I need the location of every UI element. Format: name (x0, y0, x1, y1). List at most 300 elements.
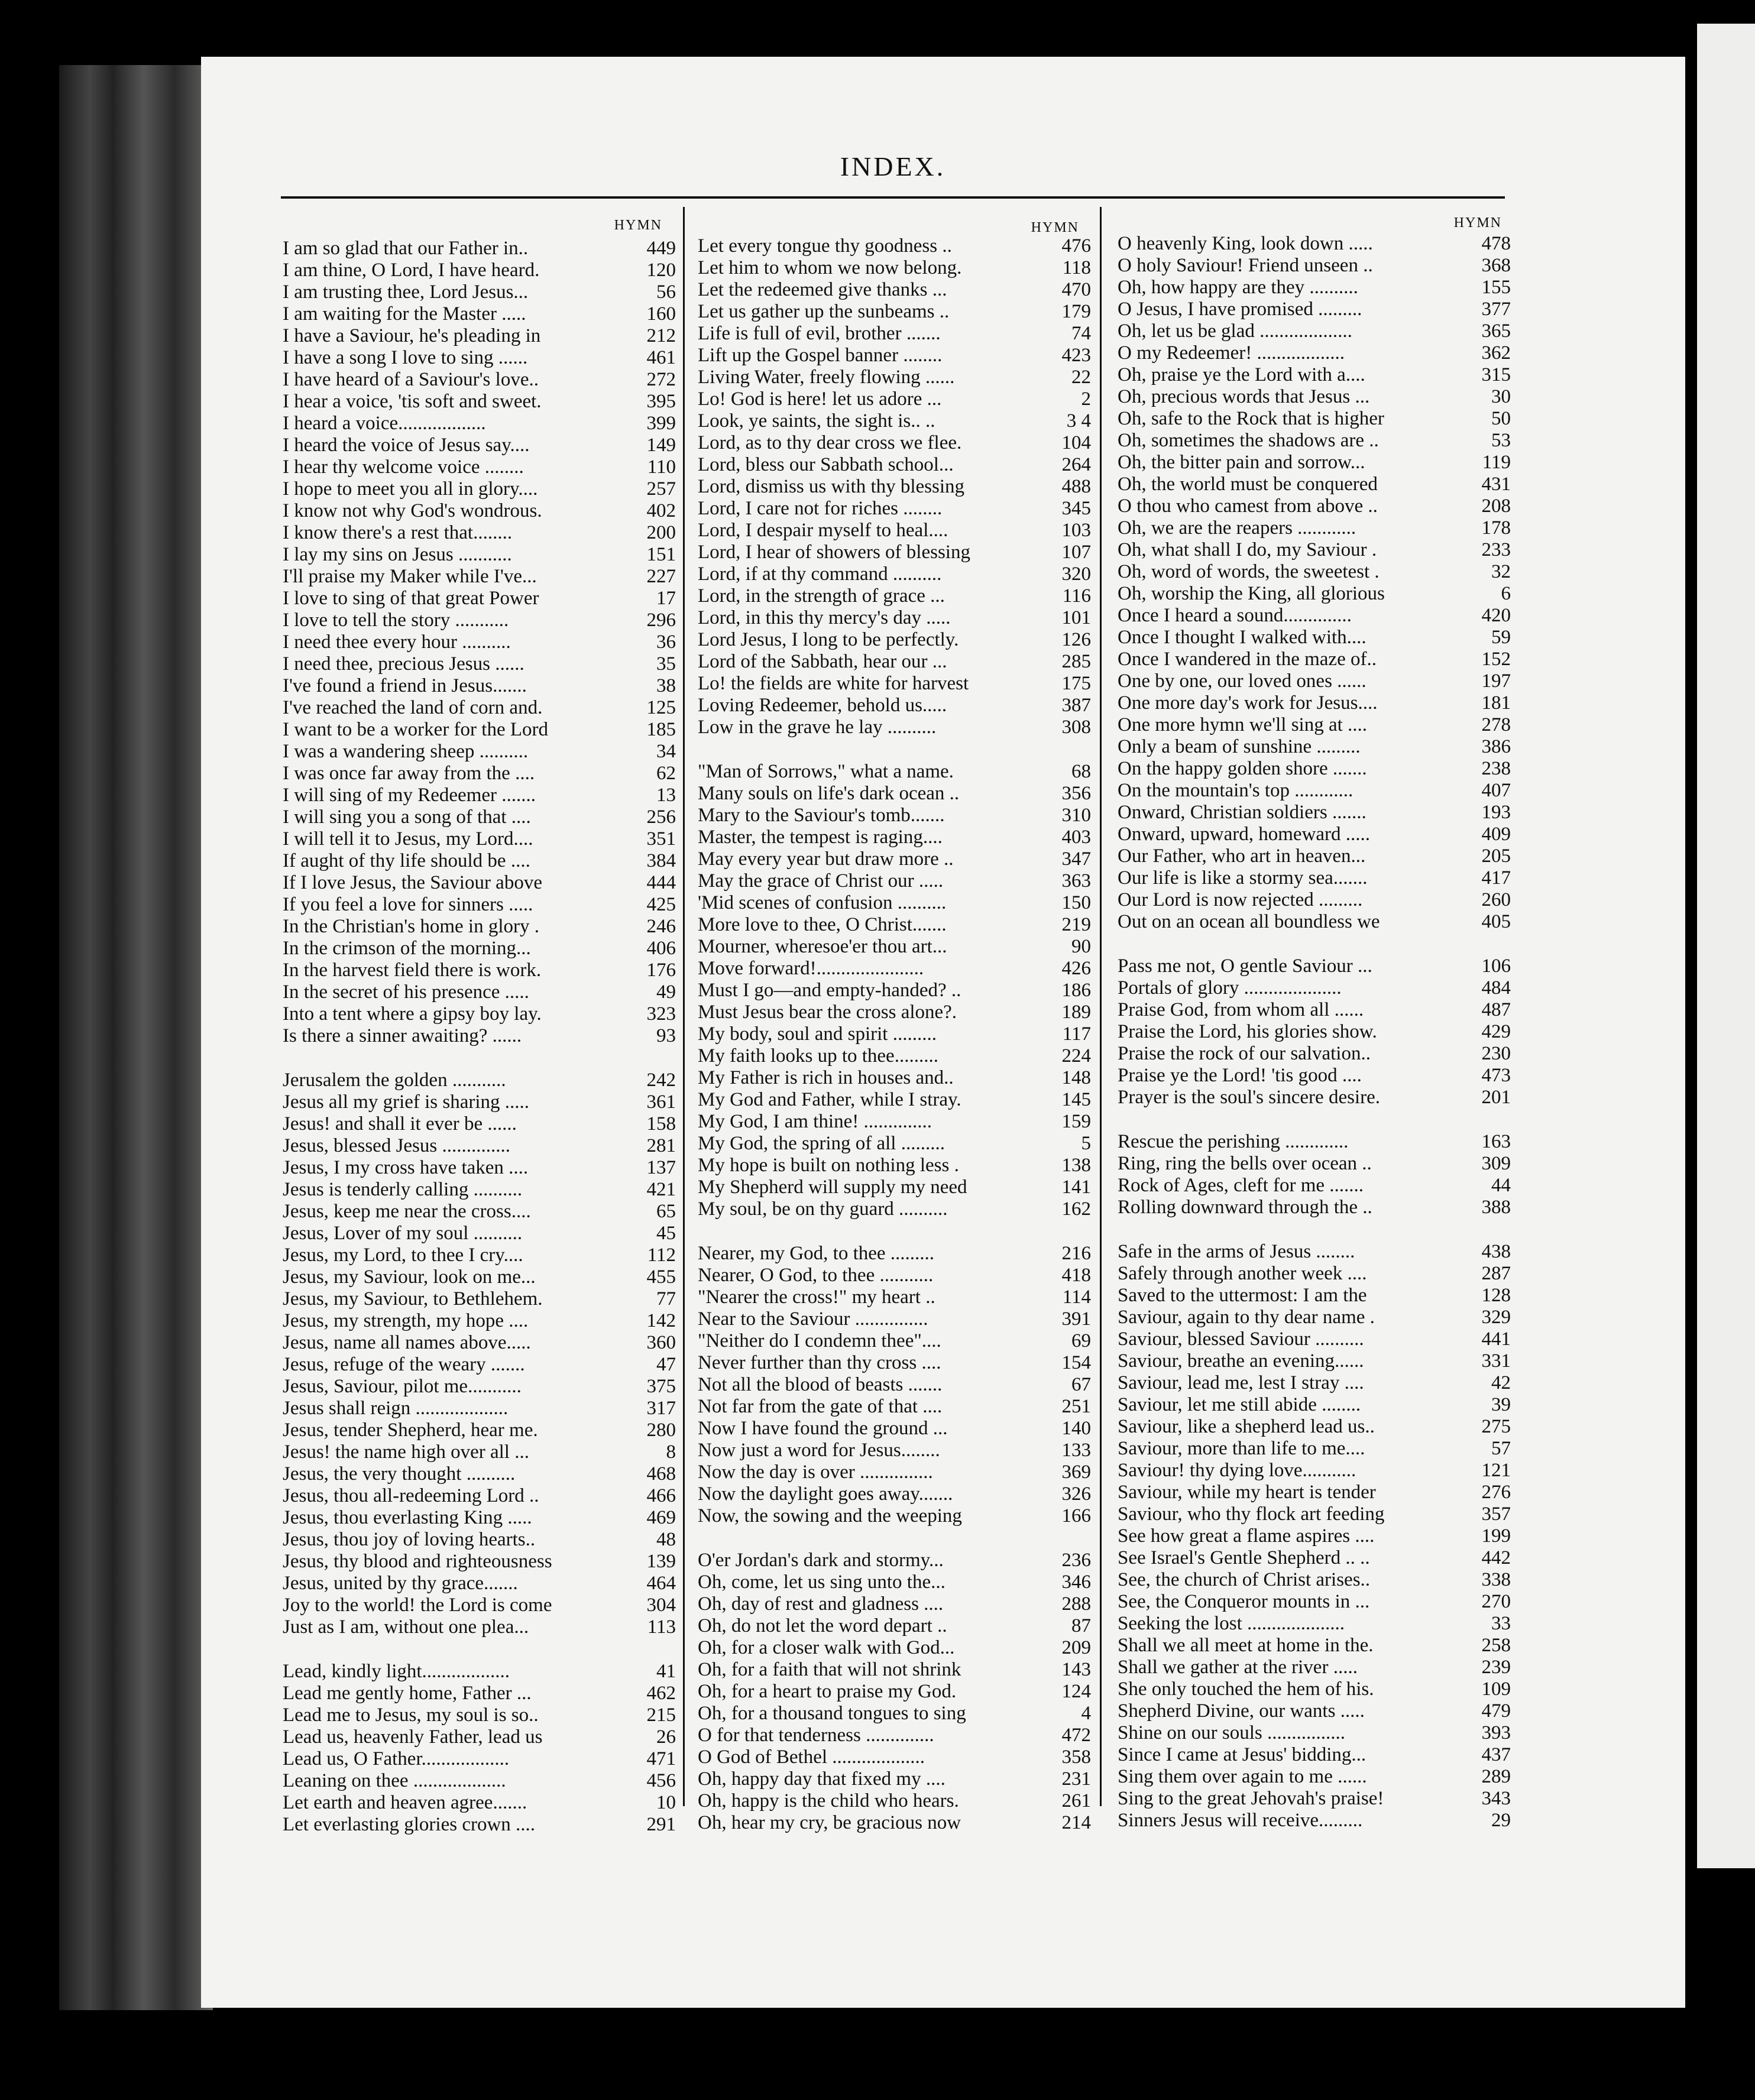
hymn-first-line: Praise the rock of our salvation.. (1118, 1043, 1371, 1064)
hymn-first-line: I hope to meet you all in glory.... (283, 478, 538, 500)
hymn-first-line: Let earth and heaven agree....... (283, 1792, 527, 1813)
hymn-first-line: My God and Father, while I stray. (698, 1089, 961, 1110)
hymn-first-line: I am waiting for the Master ..... (283, 303, 526, 325)
index-entry (698, 1089, 1091, 1111)
hymn-number: 369 (1061, 1461, 1091, 1483)
index-entry (698, 257, 1091, 279)
hymn-first-line: Lo! the fields are white for harvest (698, 673, 969, 694)
hymn-number: 478 (1481, 233, 1511, 254)
hymn-first-line: Oh, safe to the Rock that is higher (1118, 408, 1384, 429)
index-entry (698, 1637, 1091, 1659)
index-entry (698, 498, 1091, 520)
hymn-first-line: Near to the Saviour ............... (698, 1308, 928, 1330)
index-entry (283, 260, 676, 281)
hymn-first-line: O for that tenderness .............. (698, 1725, 934, 1746)
hymn-number: 162 (1061, 1198, 1091, 1220)
column-divider-2 (1100, 207, 1102, 1806)
index-entry (1118, 539, 1511, 561)
hymn-first-line: Saviour, while my heart is tender (1118, 1482, 1376, 1503)
hymn-number: 280 (646, 1420, 676, 1441)
index-entry (283, 610, 676, 631)
hymn-first-line: Jesus shall reign ................... (283, 1398, 509, 1419)
hymn-first-line: Low in the grave he lay .......... (698, 717, 937, 738)
index-entry (1118, 780, 1511, 802)
hymn-number: 272 (646, 369, 676, 390)
index-entry (698, 717, 1091, 738)
index-entry (1118, 474, 1511, 495)
hymn-first-line: Jesus, united by thy grace....... (283, 1573, 518, 1594)
hymn-first-line: Sinners Jesus will receive......... (1118, 1810, 1363, 1831)
hymn-first-line: Let him to whom we now belong. (698, 257, 962, 278)
hymn-first-line: Oh, how happy are they .......... (1118, 277, 1358, 298)
hymn-number: 405 (1481, 911, 1511, 932)
hymn-number: 466 (646, 1485, 676, 1506)
index-entry (698, 783, 1091, 805)
hymn-number: 420 (1481, 605, 1511, 626)
hymn-first-line: I need thee every hour .......... (283, 631, 511, 653)
hymn-first-line: See Israel's Gentle Shepherd .. .. (1118, 1547, 1370, 1568)
hymn-number: 461 (646, 347, 676, 368)
hymn-first-line: O thou who camest from above .. (1118, 495, 1378, 517)
index-entry (283, 719, 676, 741)
index-entry (1118, 320, 1511, 342)
hymn-first-line: Saved to the uttermost: I am the (1118, 1285, 1367, 1306)
index-entry (698, 520, 1091, 542)
index-entry (283, 1354, 676, 1376)
index-entry (283, 1003, 676, 1025)
hymn-number: 199 (1481, 1525, 1511, 1547)
index-entry (1118, 911, 1511, 933)
index-entry (1118, 1241, 1511, 1263)
hymn-first-line: I lay my sins on Jesus ........... (283, 544, 512, 565)
hymn-first-line: Our Father, who art in heaven... (1118, 845, 1366, 867)
hymn-number: 49 (656, 981, 676, 1003)
hymn-number: 120 (646, 260, 676, 281)
hymn-number: 479 (1481, 1700, 1511, 1722)
hymn-number: 10 (656, 1792, 676, 1813)
index-entry (1118, 1635, 1511, 1657)
index-entry (1118, 1438, 1511, 1460)
index-entry (283, 1792, 676, 1814)
hymn-first-line: Lead, kindly light.................. (283, 1661, 510, 1682)
hymn-first-line: Oh, day of rest and gladness .... (698, 1593, 944, 1615)
hymn-number: 57 (1491, 1438, 1511, 1459)
index-entry (1118, 758, 1511, 780)
index-entry (283, 1223, 676, 1245)
hymn-number: 117 (1062, 1023, 1091, 1045)
hymn-number: 315 (1481, 364, 1511, 385)
index-entry (283, 850, 676, 872)
hymn-number: 121 (1481, 1460, 1511, 1481)
hymn-first-line: Jesus, Lover of my soul .......... (283, 1223, 523, 1244)
index-entry (283, 1814, 676, 1836)
hymn-number: 331 (1481, 1350, 1511, 1372)
hymn-number: 189 (1061, 1002, 1091, 1023)
hymn-first-line: I will tell it to Jesus, my Lord.... (283, 828, 533, 850)
hymn-first-line: Oh, precious words that Jesus ... (1118, 386, 1370, 407)
hymn-first-line: Many souls on life's dark ocean .. (698, 783, 960, 804)
hymn-number: 67 (1071, 1374, 1091, 1395)
index-entry (698, 980, 1091, 1002)
hymn-number: 56 (656, 281, 676, 303)
index-entry (698, 1177, 1091, 1198)
index-entry (283, 1748, 676, 1770)
index-column-3 (1118, 233, 1511, 1832)
index-entry (283, 1266, 676, 1288)
index-entry (283, 1420, 676, 1441)
index-entry (1118, 736, 1511, 758)
hymn-number: 68 (1071, 761, 1091, 782)
hymn-number: 110 (647, 456, 676, 478)
book-page-edges (59, 65, 213, 2010)
hymn-number: 308 (1061, 717, 1091, 738)
index-entry (698, 432, 1091, 454)
hymn-first-line: Now I have found the ground ... (698, 1418, 948, 1439)
hymn-number: 62 (656, 763, 676, 784)
hymn-number: 26 (656, 1726, 676, 1748)
index-entry (283, 1573, 676, 1595)
hymn-first-line: Oh, come, let us sing unto the... (698, 1571, 946, 1593)
hymn-number: 281 (646, 1135, 676, 1156)
hymn-number: 357 (1481, 1503, 1511, 1525)
hymn-first-line: I know not why God's wondrous. (283, 500, 542, 521)
hymn-first-line: See how great a flame aspires .... (1118, 1525, 1375, 1547)
hymn-number: 133 (1061, 1440, 1091, 1461)
hymn-first-line: Now the day is over ............... (698, 1461, 933, 1483)
index-entry (1118, 1021, 1511, 1043)
index-entry (698, 1286, 1091, 1308)
hymn-first-line: Not all the blood of beasts ....... (698, 1374, 943, 1395)
index-entry (283, 1025, 676, 1047)
index-entry (698, 914, 1091, 936)
hymn-number: 118 (1062, 257, 1091, 278)
index-entry (698, 827, 1091, 848)
hymn-number: 208 (1481, 495, 1511, 517)
hymn-first-line: Lead me to Jesus, my soul is so.. (283, 1704, 539, 1726)
hymn-number: 47 (656, 1354, 676, 1375)
hymn-first-line: Saviour, lead me, lest I stray .... (1118, 1372, 1364, 1393)
hymn-first-line: Lord, I hear of showers of blessing (698, 542, 970, 563)
hymn-number: 77 (656, 1288, 676, 1310)
hymn-number: 48 (656, 1529, 676, 1550)
index-entry (698, 1133, 1091, 1155)
index-entry (1118, 670, 1511, 692)
index-entry (1118, 1065, 1511, 1087)
index-entry (283, 325, 676, 347)
index-entry (283, 916, 676, 938)
group-gap (283, 1047, 676, 1070)
index-entry (1118, 1197, 1511, 1218)
hymn-first-line: My Shepherd will supply my need (698, 1177, 967, 1198)
hymn-number: 181 (1481, 692, 1511, 714)
hymn-first-line: I want to be a worker for the Lord (283, 719, 548, 740)
hymn-number: 3 4 (1066, 410, 1091, 432)
group-gap (698, 1220, 1091, 1243)
hymn-first-line: Jesus, my Saviour, to Bethlehem. (283, 1288, 543, 1310)
hymn-number: 227 (646, 566, 676, 587)
hymn-number: 29 (1491, 1810, 1511, 1831)
index-entry (698, 1768, 1091, 1790)
index-entry (1118, 364, 1511, 386)
index-entry (698, 1045, 1091, 1067)
hymn-first-line: Move forward!...................... (698, 958, 924, 979)
index-entry (1118, 845, 1511, 867)
index-entry (283, 938, 676, 960)
hymn-number: 470 (1061, 279, 1091, 300)
hymn-number: 418 (1061, 1265, 1091, 1286)
hymn-number: 361 (646, 1091, 676, 1113)
index-entry (283, 500, 676, 522)
hymn-number: 256 (646, 806, 676, 828)
hymn-first-line: Sing them over again to me ...... (1118, 1766, 1367, 1787)
hymn-number: 139 (646, 1551, 676, 1572)
index-entry (1118, 999, 1511, 1021)
index-entry (698, 673, 1091, 695)
index-entry (1118, 299, 1511, 320)
hymn-first-line: Oh, let us be glad ................... (1118, 320, 1352, 342)
index-entry (283, 828, 676, 850)
index-entry (283, 1704, 676, 1726)
index-entry (283, 1529, 676, 1551)
index-entry (1118, 233, 1511, 255)
hymn-number: 488 (1061, 476, 1091, 497)
column-header-1: HYMN (614, 218, 662, 233)
hymn-number: 421 (646, 1179, 676, 1200)
hymn-number: 242 (646, 1070, 676, 1091)
index-entry (698, 1330, 1091, 1352)
hymn-number: 216 (1061, 1243, 1091, 1264)
hymn-number: 138 (1061, 1155, 1091, 1176)
hymn-number: 109 (1481, 1678, 1511, 1700)
index-entry (698, 892, 1091, 914)
hymn-number: 35 (656, 653, 676, 675)
hymn-first-line: If aught of thy life should be .... (283, 850, 530, 871)
index-entry (283, 391, 676, 413)
hymn-number: 395 (646, 391, 676, 412)
index-entry (1118, 408, 1511, 430)
hymn-number: 261 (1061, 1790, 1091, 1811)
hymn-first-line: Since I came at Jesus' bidding... (1118, 1744, 1367, 1765)
hymn-number: 214 (1061, 1812, 1091, 1833)
index-entry (698, 805, 1091, 827)
index-entry (283, 369, 676, 391)
hymn-first-line: Oh, for a faith that will not shrink (698, 1659, 961, 1680)
index-entry (1118, 1744, 1511, 1766)
hymn-number: 391 (1061, 1308, 1091, 1330)
index-entry (698, 958, 1091, 980)
hymn-first-line: Jesus all my grief is sharing ..... (283, 1091, 530, 1113)
hymn-first-line: Once I wandered in the maze of.. (1118, 649, 1377, 670)
hymn-first-line: Loving Redeemer, behold us..... (698, 695, 947, 716)
hymn-first-line: Into a tent where a gipsy boy lay. (283, 1003, 542, 1025)
hymn-first-line: Now, the sowing and the weeping (698, 1505, 962, 1527)
hymn-first-line: Oh, happy is the child who hears. (698, 1790, 959, 1811)
hymn-number: 53 (1491, 430, 1511, 451)
hymn-number: 487 (1481, 999, 1511, 1020)
hymn-first-line: Lord, if at thy command .......... (698, 563, 942, 585)
index-entry (698, 1265, 1091, 1286)
hymn-first-line: Ring, ring the bells over ocean .. (1118, 1153, 1372, 1174)
hymn-number: 113 (647, 1616, 676, 1638)
hymn-number: 124 (1061, 1681, 1091, 1702)
hymn-first-line: Lord, as to thy dear cross we flee. (698, 432, 962, 453)
index-entry (1118, 1394, 1511, 1416)
index-entry (698, 345, 1091, 367)
hymn-first-line: Shine on our souls ................ (1118, 1722, 1346, 1743)
index-entry (283, 1551, 676, 1573)
hymn-first-line: Jesus, thou joy of loving hearts.. (283, 1529, 536, 1550)
hymn-number: 287 (1481, 1263, 1511, 1284)
hymn-number: 200 (646, 522, 676, 543)
hymn-number: 87 (1071, 1615, 1091, 1636)
hymn-first-line: Onward, Christian soldiers ....... (1118, 802, 1367, 823)
hymn-number: 347 (1061, 848, 1091, 870)
hymn-first-line: Oh, the world must be conquered (1118, 474, 1378, 495)
hymn-first-line: My soul, be on thy guard .......... (698, 1198, 948, 1220)
hymn-first-line: "Nearer the cross!" my heart .. (698, 1286, 935, 1308)
index-entry (283, 588, 676, 610)
hymn-first-line: O Jesus, I have promised ......... (1118, 299, 1362, 320)
hymn-number: 42 (1491, 1372, 1511, 1393)
hymn-number: 6 (1501, 583, 1511, 604)
hymn-number: 468 (646, 1463, 676, 1485)
hymn-number: 185 (646, 719, 676, 740)
hymn-first-line: Portals of glory .................... (1118, 977, 1342, 999)
hymn-number: 176 (646, 960, 676, 981)
hymn-first-line: Lord, I care not for riches ........ (698, 498, 943, 519)
hymn-number: 326 (1061, 1483, 1091, 1505)
hymn-first-line: Safe in the arms of Jesus ........ (1118, 1241, 1355, 1262)
index-entry (698, 1418, 1091, 1440)
hymn-number: 5 (1081, 1133, 1091, 1154)
index-entry (1118, 255, 1511, 277)
hymn-number: 417 (1481, 867, 1511, 889)
index-entry (283, 347, 676, 369)
hymn-first-line: Rolling downward through the .. (1118, 1197, 1372, 1218)
hymn-first-line: Living Water, freely flowing ...... (698, 367, 955, 388)
hymn-first-line: I'll praise my Maker while I've... (283, 566, 537, 587)
index-entry (1118, 627, 1511, 649)
hymn-first-line: If you feel a love for sinners ..... (283, 894, 533, 915)
hymn-number: 455 (646, 1266, 676, 1288)
hymn-first-line: My hope is built on nothing less . (698, 1155, 959, 1176)
hymn-number: 126 (1061, 629, 1091, 650)
hymn-first-line: Must I go—and empty-handed? .. (698, 980, 961, 1001)
hymn-first-line: Once I thought I walked with.... (1118, 627, 1367, 648)
page-title: INDEX. (840, 151, 946, 182)
facing-page-edge (1697, 24, 1755, 1868)
hymn-first-line: Lead us, heavenly Father, lead us (283, 1726, 543, 1748)
hymn-number: 154 (1061, 1352, 1091, 1373)
index-entry (1118, 1263, 1511, 1285)
hymn-number: 209 (1061, 1637, 1091, 1658)
hymn-number: 104 (1061, 432, 1091, 453)
index-entry (698, 1023, 1091, 1045)
hymn-first-line: Praise the Lord, his glories show. (1118, 1021, 1377, 1042)
hymn-number: 231 (1061, 1768, 1091, 1790)
hymn-number: 472 (1061, 1725, 1091, 1746)
group-gap (1118, 1218, 1511, 1241)
group-gap (698, 1527, 1091, 1550)
index-entry (1118, 692, 1511, 714)
hymn-number: 438 (1481, 1241, 1511, 1262)
hymn-number: 128 (1481, 1285, 1511, 1306)
hymn-number: 310 (1061, 805, 1091, 826)
index-entry (698, 1725, 1091, 1746)
hymn-first-line: Lead us, O Father.................. (283, 1748, 510, 1770)
index-entry (1118, 802, 1511, 824)
hymn-number: 33 (1491, 1613, 1511, 1634)
index-entry (283, 435, 676, 456)
hymn-number: 278 (1481, 714, 1511, 735)
hymn-number: 449 (646, 238, 676, 259)
index-entry (698, 1155, 1091, 1177)
index-entry (283, 413, 676, 435)
hymn-number: 159 (1061, 1111, 1091, 1132)
hymn-number: 425 (646, 894, 676, 915)
hymn-number: 423 (1061, 345, 1091, 366)
index-entry (1118, 1569, 1511, 1591)
hymn-first-line: Now the daylight goes away....... (698, 1483, 953, 1505)
hymn-first-line: One by one, our loved ones ...... (1118, 670, 1367, 692)
index-entry (1118, 1678, 1511, 1700)
index-entry (1118, 1350, 1511, 1372)
hymn-first-line: Oh, praise ye the Lord with a.... (1118, 364, 1365, 385)
index-entry (283, 544, 676, 566)
hymn-first-line: Lord, I despair myself to heal.... (698, 520, 948, 541)
hymn-number: 106 (1481, 955, 1511, 977)
hymn-number: 275 (1481, 1416, 1511, 1437)
hymn-number: 197 (1481, 670, 1511, 692)
hymn-first-line: I am trusting thee, Lord Jesus... (283, 281, 529, 303)
index-entry (1118, 649, 1511, 670)
group-gap (283, 1638, 676, 1661)
hymn-first-line: Mourner, wheresoe'er thou art... (698, 936, 947, 957)
hymn-first-line: O'er Jordan's dark and stormy... (698, 1550, 944, 1571)
index-entry (698, 279, 1091, 301)
hymn-first-line: I heard a voice.................. (283, 413, 486, 434)
title-rule (281, 196, 1505, 199)
index-entry (698, 388, 1091, 410)
index-entry (698, 1593, 1091, 1615)
index-entry (698, 1111, 1091, 1133)
hymn-first-line: She only touched the hem of his. (1118, 1678, 1374, 1700)
index-entry (698, 1571, 1091, 1593)
hymn-first-line: O holy Saviour! Friend unseen .. (1118, 255, 1373, 276)
index-entry (698, 585, 1091, 607)
hymn-first-line: Once I heard a sound.............. (1118, 605, 1352, 626)
hymn-first-line: Our Lord is now rejected ......... (1118, 889, 1363, 910)
hymn-first-line: Oh, worship the King, all glorious (1118, 583, 1385, 604)
hymn-first-line: On the mountain's top ............ (1118, 780, 1354, 801)
hymn-first-line: Jesus, my Lord, to thee I cry.... (283, 1245, 523, 1266)
hymn-first-line: Oh, word of words, the sweetest . (1118, 561, 1380, 582)
hymn-first-line: Now just a word for Jesus........ (698, 1440, 940, 1461)
hymn-number: 45 (656, 1223, 676, 1244)
hymn-first-line: Saviour, who thy flock art feeding (1118, 1503, 1385, 1525)
index-entry (1118, 1766, 1511, 1788)
hymn-first-line: Nearer, my God, to thee ......... (698, 1243, 935, 1264)
hymn-number: 179 (1061, 301, 1091, 322)
index-entry (698, 1198, 1091, 1220)
hymn-first-line: More love to thee, O Christ....... (698, 914, 947, 935)
index-entry (698, 542, 1091, 563)
hymn-number: 476 (1061, 235, 1091, 257)
index-entry (698, 1461, 1091, 1483)
hymn-number: 114 (1062, 1286, 1091, 1308)
hymn-number: 260 (1481, 889, 1511, 910)
hymn-number: 288 (1061, 1593, 1091, 1615)
